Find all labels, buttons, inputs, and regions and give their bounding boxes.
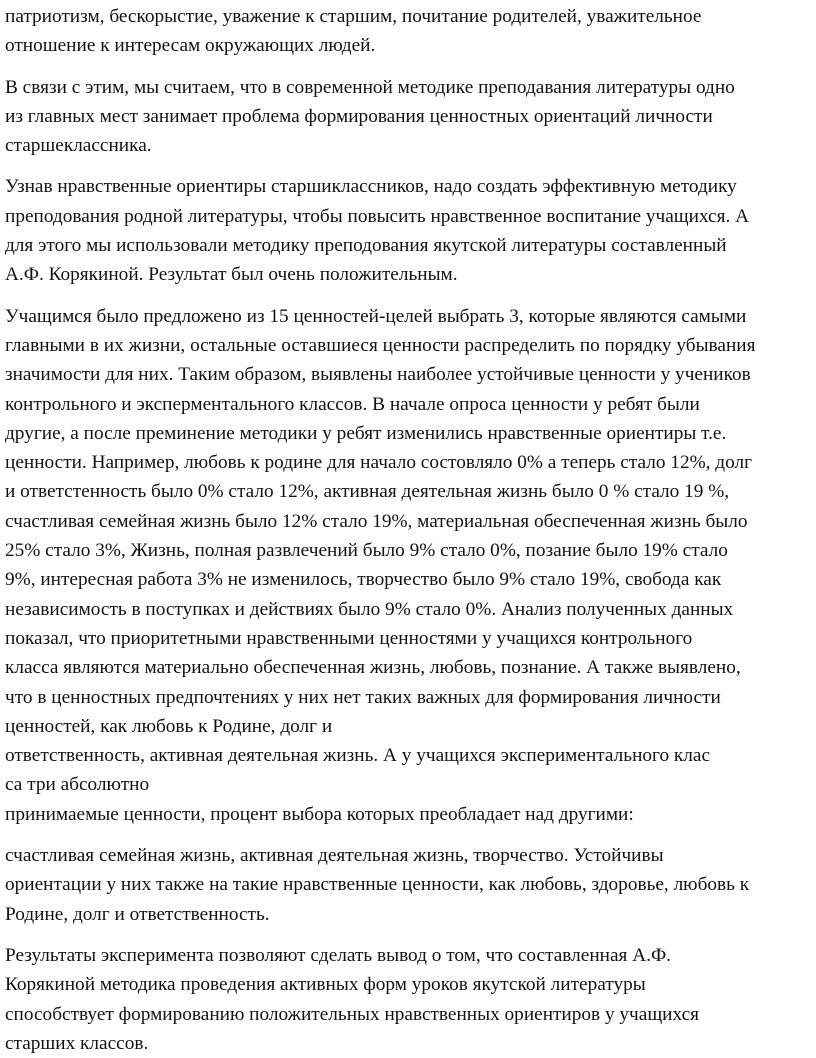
paragraph-methodology-problem xyxy=(5,73,816,161)
text-line: ориентации у них также на такие нравственные ценности, как любовь, здоровье, любовь к xyxy=(5,874,750,896)
text-line: отношение к интересам окружающих людей. xyxy=(5,35,376,57)
paragraph-conclusion xyxy=(5,941,816,1058)
text-line: старшеклассника. xyxy=(5,135,152,157)
text-line: показал, что приоритетными нравственными ценностями у учащихся контрольного xyxy=(5,627,693,649)
paragraph-methodology-choice xyxy=(5,172,816,289)
text-line: ценностей, как любовь к Родине, долг и xyxy=(5,715,333,737)
text-line: Результаты эксперимента позволяют сделать вывод о том, что составленная А.Ф. xyxy=(5,944,672,966)
text-line: ценности. Например, любовь к родине для начало состовляло 0% а теперь стало 12%, долг xyxy=(5,452,753,474)
text-line: Учащимся было предложено из 15 ценностей-целей выбрать 3, которые являются самыми xyxy=(5,305,747,327)
text-line: независимость в поступках и действиях было 9% стало 0%. Анализ полученных данных xyxy=(5,598,734,620)
text-line: 9%, интересная работа 3% не изменилось, творчество было 9% стало 19%, свобода как xyxy=(5,569,722,591)
text-line: значимости для них. Таким образом, выявлены наиболее устойчивые ценности у учеников xyxy=(5,364,751,386)
text-line: А.Ф. Корякиной. Результат был очень положительным. xyxy=(5,264,458,286)
text-line: из главных мест занимает проблема формирования ценностных ориентаций личности xyxy=(5,105,713,127)
text-line: контрольного и эксперментального классов. В начале опроса ценности у ребят были xyxy=(5,393,700,415)
text-line: В связи с этим, мы считаем, что в современной методике преподавания литературы одно xyxy=(5,76,735,98)
text-line: Узнав нравственные ориентиры старшиклассников, надо создать эффективную методику xyxy=(5,176,737,198)
text-line: патриотизм, бескорыстие, уважение к старшим, почитание родителей, уважительное xyxy=(5,6,702,27)
text-line: что в ценностных предпочтениях у них нет таких важных для формирования личности xyxy=(5,686,721,708)
text-line: счастливая семейная жизнь было 12% стало 19%, материальная обеспеченная жизнь было xyxy=(5,510,748,532)
text-line: Родине, долг и ответственность. xyxy=(5,903,270,925)
text-line: Корякиной методика проведения активных форм уроков якутской литературы xyxy=(5,974,646,996)
text-line: для этого мы использовали методику преподования якутской литературы составленный xyxy=(5,235,727,257)
text-line: счастливая семейная жизнь, активная деятельная жизнь, творчество. Устойчивы xyxy=(5,845,664,867)
text-line: класса являются материально обеспеченная жизнь, любовь, познание. А также выявлено, xyxy=(5,657,741,679)
text-line: старших классов. xyxy=(5,1032,149,1054)
text-line: ответственность, активная деятельная жизнь. А у учащихся экспериментального клас xyxy=(5,745,711,767)
text-line: 25% стало 3%, Жизнь, полная развлечений было 9% стало 0%, позание было 19% стало xyxy=(5,540,728,562)
text-line: другие, а после преминение методики у ребят изменились нравственные ориентиры т.е. xyxy=(5,422,727,444)
text-line: способствует формированию положительных нравственных ориентиров у учащихся xyxy=(5,1003,699,1025)
text-line: принимаемые ценности, процент выбора которых преобладает над другими: xyxy=(5,803,634,825)
text-line: главными в их жизни, остальные оставшиеся ценности распределить по порядку убывания xyxy=(5,334,756,356)
text-line: и ответстенность было 0% стало 12%, активная деятельная жизнь было 0 % стало 19 %, xyxy=(5,481,730,503)
text-line: преподования родной литературы, чтобы повысить нравственное воспитание учащихся. А xyxy=(5,205,750,227)
paragraph-values-intro xyxy=(5,2,816,61)
paragraph-experimental-values xyxy=(5,841,816,929)
text-line: са три абсолютно xyxy=(5,774,150,796)
paragraph-survey-results xyxy=(5,302,816,829)
